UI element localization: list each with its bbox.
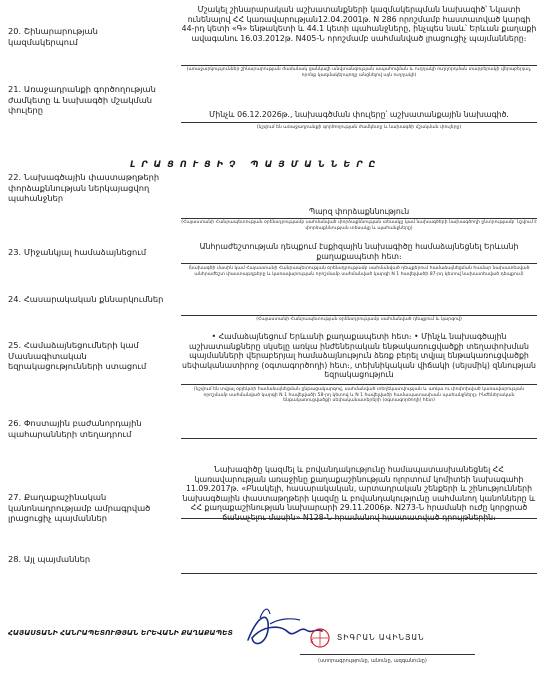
row-27-label: 27. Քաղաքաշինական կանոնադրությամբ ամրագրված լրացուցիչ պայմաններ (8, 492, 151, 523)
row-20-value: Մշակել շինարարական աշխատանքների կազմակերպման նախագիծ՝ Նկատի ունենալով ՀՀ կառավարության12.04.2001թ. N 286 որոշմամբ հաստատված կարգի 44-րդ կետի «Գ» ենթակետի և 44.1 կետի պահանջները, ինչպես նաև՝ Երևան քաղաքի ավագանու 16.03.2012թ. N405-Ն որոշմամբ սահմանված լրացուցիչ պայմանները։ (181, 5, 537, 43)
signatory-title: ՀԱՅԱՍՏԱՆԻ ՀԱՆՐԱՊԵՏՈՒԹՅԱՆ ԵՐԵՎԱՆԻ ՔԱՂԱՔԱՊԵՏ (8, 629, 233, 637)
row-28-label: 28. Այլ պայմաններ (8, 554, 91, 564)
section-title: ԼՐԱՑՈՒՑԻՉ ՊԱՅՄԱՆՆԵՐԸ (130, 160, 382, 170)
row-23-rule (181, 263, 537, 264)
signature-rule (300, 654, 475, 655)
row-26-label: 26. Փոստային բաժանորդային պահարանների տեղադրում (8, 418, 142, 439)
signatory-name: ՏԻԳՐԱՆ ԱՎԻՆՅԱՆ (337, 633, 425, 642)
signatory-hint: (ստորագրությունը, անունը, ազգանունը) (318, 658, 427, 664)
row-23-label: 23. Միջանկյալ համաձայնեցում (8, 247, 147, 257)
svg-text:Տ: Տ (310, 639, 314, 645)
row-28-rule (181, 573, 537, 574)
row-21-value: Մինչև 06.12.2026թ., նախագծման փուլերը՝ աշխատանքային նախագիծ. (209, 110, 509, 119)
row-24-label: 24. Հասարակական քննարկումներ (8, 294, 164, 304)
row-22-label: 22. Նախագծային փաստաթղթերի փորձաքննության ներկայացվող պահանջներ (8, 172, 160, 203)
row-21-label: 21. Առաջադրանքի գործողության ժամկետը և նախագծի մշակման փուլերը (8, 84, 156, 115)
row-20-hint: (առաջարկություններ շինարարության ժամանակ ցանկալի անվտանգության ապահովման և ուղղակի ուղղորդման տարբերակի վերաբերյալ, որոնք կազմակերպողը անցնելով այն ուղղակի) (186, 67, 532, 78)
row-25-hint: (նշվում են տվյալ օբյեկտի համաձայնեցման ընթացակարգով, սահմանված տեղեկատվության և առկա ու փոփոխված կառավարության որոշմամբ սահմանված կարգի N 1 հավելվածի 58-րդ կետով և N 1 հավելվածի համապատասխան պահանջները։ Ինժեներական ենթակառուցվածքի սեփականատերերի (օգտագործողի) հետ) (193, 387, 525, 404)
row-24-rule (181, 315, 537, 316)
row-25-label: 25. Համաձայնեցումների կամ Մասնագիտական եզրակացությունների ստացում (8, 340, 147, 371)
row-24-hint: (Հայաստանի Հանրապետության օրենսդրությամբ սահմանված դեպքում և կարգով) (256, 317, 462, 322)
row-27-rule (181, 518, 537, 519)
row-23-value: Անհրաժեշտության դեպքում էսքիզային նախագիծը համաձայնեցնել Երևանի քաղաքապետի հետ։ (199, 242, 519, 261)
row-27-value: Նախագիծը կազմել և բովանդակությունը համապատասխանեցնել ՀՀ կառավարության առաջինը քաղաքաշինության ոլորտում կոմիտեի նախագահի 11.09.2017թ. «Բնակելի, հասարակական, արտադրական շենքերի և շինությունների նախագծային փաստաթղթերի կազմը և բովանդակությունը սահմանող կանոնները և ՀՀ քաղաքաշինության նախարարի 29.11.2006թ. N273-Ն հրամանի ուժը կորցրած ճանաչելու մասին» N128-Ն հրամանով հաստատված դրույթներին։ (182, 465, 536, 522)
row-22-hint: (Հայաստանի Հանրապետության օրենսդրությամբ սահմանված փորձաքննության տեսակը կամ նախագծերի նախագծողի ընտրությամբ՝ նշվում է փորձաքննության տեսակը և պահանջները) (181, 220, 537, 231)
row-25-rule (181, 384, 537, 385)
row-25-value: • Համաձայնեցում Երևանի քաղաքապետի հետ։ • Մինչև նախագծային աշխատանքները սկսելը առկա ինժեներական ենթակառուցվածքի տեղափոխման պայմանների վերաբերյալ համաձայնություն ձեռք բերել տվյալ ենթակառուցվածքի սեփականատիրոջ (օգտագործողի) հետ։, տեխնիկական վիճակի (սեյսմիկ) զննության եզրակացություն (182, 332, 536, 380)
signature-stamp-graphic (240, 604, 340, 654)
row-21-hint: (նշվում են առաջադրանքի գործողության ժամկետը և նախագծի մշակման փուլերը) (256, 125, 462, 130)
row-22-rule (181, 218, 537, 219)
row-21-rule (181, 122, 537, 123)
row-20-label: 20. Շինարարության կազմակերպում (8, 26, 98, 47)
row-26-rule (181, 438, 537, 439)
row-22-value: Պարզ փորձաքննություն (308, 207, 410, 216)
row-23-hint: (նախագծի մասին կամ Հայաստանի Հանրապետության օրենսդրությամբ սահմանված դեպքերում համաձայնեցման համար նախատեսված անհրաժեշտ փաստաթղթերը և կառավարության որոշմամբ սահմանված կարգի N 1 հավելվածի 87-րդ կետով նախատեսված դեպքում) (188, 266, 530, 277)
row-20-rule (181, 65, 537, 66)
